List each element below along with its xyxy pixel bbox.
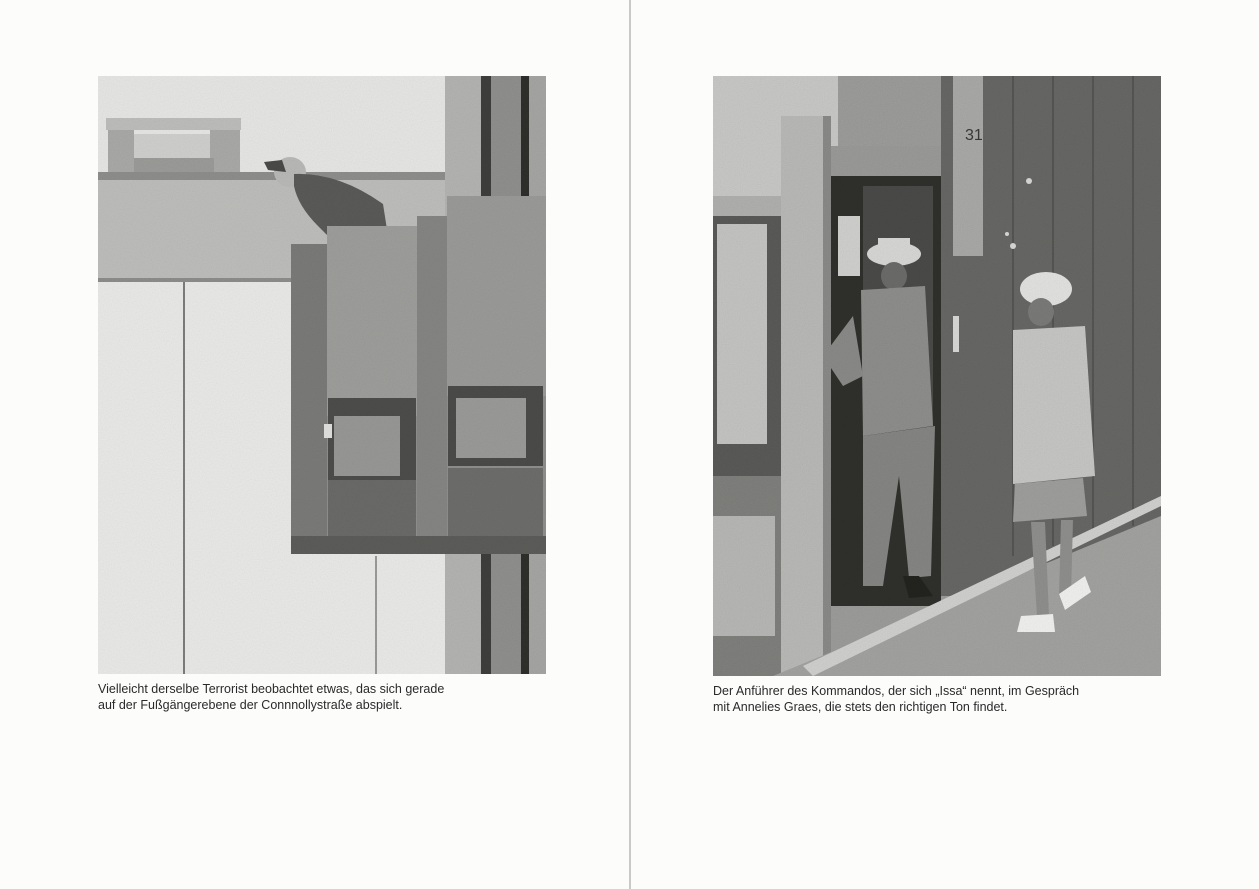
caption-left-line-1: Vielleicht derselbe Terrorist beobachtet etwas, das sich gerade [98, 682, 445, 696]
door-number-31: 31 [965, 127, 983, 144]
caption-right [713, 683, 1133, 715]
photo-right-doorway-conversation [713, 76, 1161, 676]
page-gutter [629, 0, 631, 889]
balcony-photo-image [98, 76, 546, 674]
caption-left [98, 681, 518, 713]
caption-right-line-1: Der Anführer des Kommandos, der sich „Issa“ nennt, im Gespräch [713, 684, 1080, 698]
caption-left-line-2: auf der Fußgängerebene der Connnollystraße abspielt. [98, 698, 403, 712]
caption-right-line-2: mit Annelies Graes, die stets den richtigen Ton findet. [713, 700, 1008, 714]
photo-left-terrorist-balcony [98, 76, 546, 674]
doorway-photo-image [713, 76, 1161, 676]
